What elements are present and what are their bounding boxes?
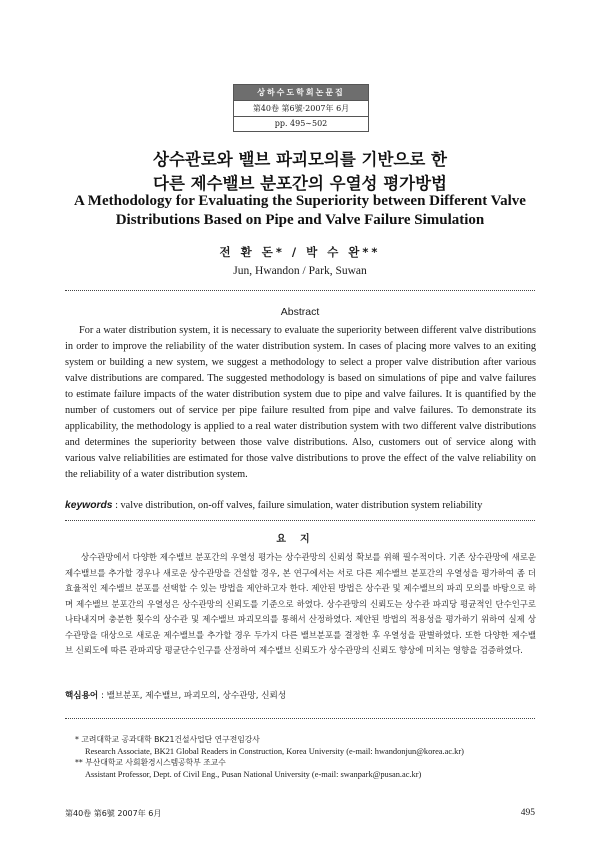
yoji-heading: 요지 — [276, 534, 324, 545]
title-english-line1: A Methodology for Evaluating the Superiority between Different Valve — [74, 193, 526, 209]
abstract-body: For a water distribution system, it is necessary to evaluate the superiority between different valve distributions in order to improve the reliability of the water distribution system. In cases of placing more valves to an exiting system or building a new system, we suggest a methodology to select a proper valve distribution after various valve distributions are compared. The suggested methodology is based on simulations of pipe and valve failures to estimate failure impacts of the water distribution system due to pipe and valve failures. It is quantified by the number of customers out of service per pipe failure resulted from pipe and valve failures. To demonstrate its applicability, the methodology is applied to a real water distribution system with two different valve distributions and determines the superiority between those valve distributions. Also, customers out of service along with various valve reliabilities are estimated for those valve distributions to prove the effect of the valve reliability on the reliability of a water distribution system. — [65, 325, 536, 480]
authors-korean: 전 환 돈* / 박 수 완** — [219, 245, 381, 259]
title-english-line2: Distributions Based on Pipe and Valve Failure Simulation — [115, 212, 485, 228]
journal-info-box — [233, 84, 369, 132]
keywords-korean-line — [65, 689, 536, 701]
journal-name: 상하수도학회논문집 — [234, 85, 368, 100]
journal-pages: pp. 495∼502 — [234, 116, 368, 131]
keywords-text: valve distribution, on-off valves, failure simulation, water distribution system reliability — [120, 500, 483, 511]
title-korean-line1: 상수관로와 밸브 파괴모의를 기반으로 한 — [153, 150, 447, 169]
title-korean-line2: 다른 제수밸브 분포간의 우열성 평가방법 — [153, 174, 447, 193]
keywords-korean-label: 핵심용어 — [65, 691, 99, 701]
divider-bottom — [65, 718, 535, 719]
authors-english: Jun, Hwandon / Park, Suwan — [233, 265, 367, 277]
yoji-body: 상수관망에서 다양한 제수밸브 분포간의 우열성 평가는 상수관망의 신뢰성 확보를 위해 필수적이다. 기존 상수관망에 새로운 제수밸브를 추가할 경우나 새로운 상수관망을 건설할 경우, 본 연구에서는 서로 다른 제수밸브 분포간의 우열성을 평가하여 좀 더 효율적인 제수밸브 분포를 선택할 수 있는 방법을 제안하고자 한다. 제안된 방법은 상수관 및 제수밸브의 파괴 모의를 바탕으로 하며 제수밸브 분포간의 우열성은 상수관망의 신뢰도를 기준으로 하였다. 상수관망의 신뢰도는 상수관 파괴당 평균적인 단수인구로 나타내지며 충분한 횟수의 상수관 및 제수밸브 파괴모의를 통해서 산정하였다. 제안된 방법의 적용성을 평가하기 위하여 실제 상수관망을 대상으로 새로운 제수밸브를 추가할 경우 두가지 다른 밸브분포를 결정한 후 우열성을 판별하였다. 또한 다양한 제수밸브 신뢰도에 따른 관파괴당 평균단수인구를 산정하여 제수밸브 신뢰도가 상수관망의 신뢰도 향상에 미치는 영향을 검증하였다. — [65, 552, 536, 655]
footer-journal-issue: 第40卷 第6號 2007年 6月 — [65, 809, 162, 818]
page-number: 495 — [520, 808, 535, 818]
abstract-heading: Abstract — [280, 306, 320, 318]
footnote-1-english: Research Associate, BK21 Global Readers in Construction, Korea University (e-mail: hwandonjun@korea.ac.kr) — [85, 746, 464, 756]
footnote-2-korean: ** 부산대학교 사회환경시스템공학부 조교수 — [75, 758, 226, 767]
keywords-label: keywords — [65, 500, 113, 511]
footnotes — [75, 734, 545, 780]
footnote-1-korean: * 고려대학교 공과대학 BK21건설사업단 연구전임강사 — [75, 735, 260, 744]
divider-middle — [65, 520, 535, 521]
keywords-korean-text: 밸브분포, 제수밸브, 파괴모의, 상수관망, 신뢰성 — [106, 691, 287, 701]
footnote-2-english: Assistant Professor, Dept. of Civil Eng., Pusan National University (e-mail: swanpark@pusan.ac.kr) — [85, 769, 422, 779]
keywords-separator: : — [112, 500, 121, 511]
divider-top — [65, 290, 535, 291]
keywords-line — [65, 500, 536, 511]
keywords-korean-separator: : — [98, 691, 107, 701]
journal-volume: 第40卷 第6號·2007年 6月 — [234, 100, 368, 116]
